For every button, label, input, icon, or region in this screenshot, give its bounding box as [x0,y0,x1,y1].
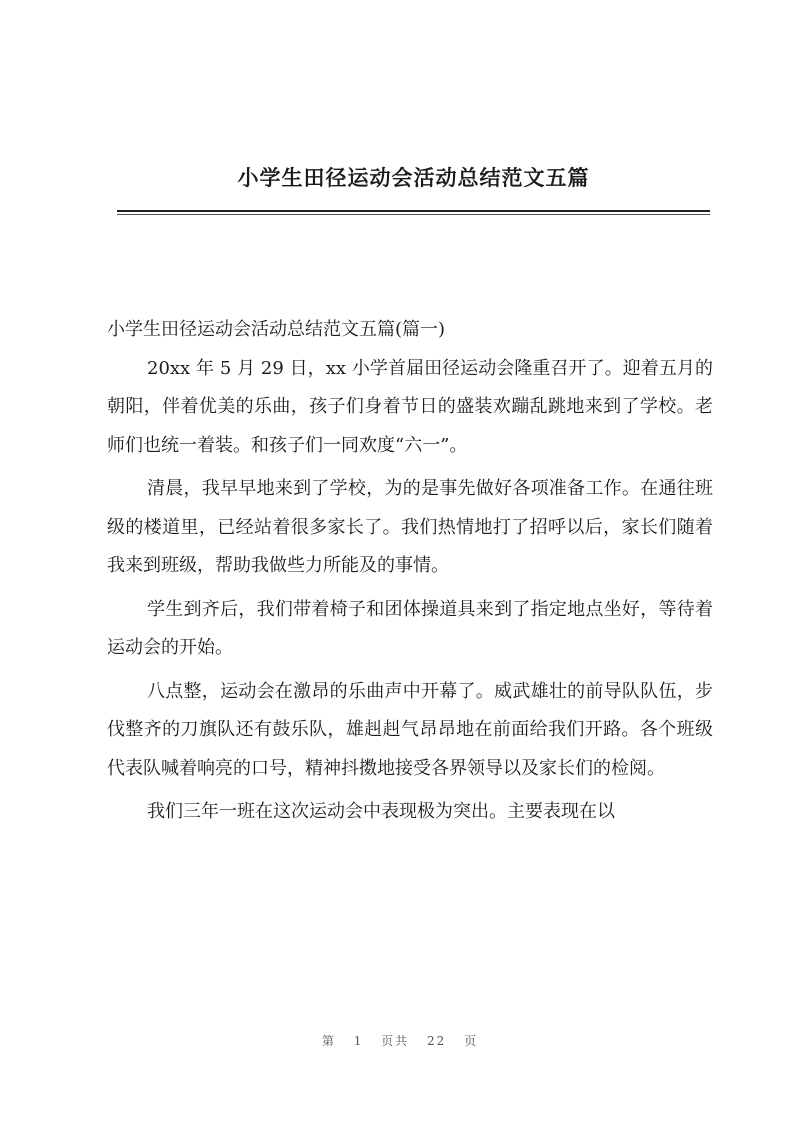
footer-mid: 页共 [381,1034,410,1048]
total-pages-number: 22 [427,1034,447,1048]
paragraph: 20xx 年 5 月 29 日，xx 小学首届田径运动会隆重召开了。迎着五月的朝阳，伴着优美的乐曲，孩子们身着节日的盛装欢蹦乱跳地来到了学校。老师们也统一着装。和孩子们一同欢度“六一”。 [107,357,713,456]
title-divider [117,210,710,212]
footer-prefix: 第 [321,1034,336,1048]
document-header [117,160,710,196]
current-page-number: 1 [353,1034,364,1048]
paragraph: 八点整，运动会在激昂的乐曲声中开幕了。威武雄壮的前导队队伍，步伐整齐的刀旗队还有鼓乐队，雄赳赳气昂昂地在前面给我们开路。各个班级代表队喊着响亮的口号，精神抖擞地接受各界领导以及家长们的检阅。 [107,680,713,779]
paragraph: 我们三年一班在这次运动会中表现极为突出。主要表现在以 [147,801,615,822]
title-divider-thin [117,214,710,215]
document-title: 小学生田径运动会活动总结范文五篇 [237,165,590,190]
footer-suffix: 页 [464,1034,479,1048]
section-heading: 小学生田径运动会活动总结范文五篇(篇一) [107,319,446,340]
page-footer [0,1032,800,1049]
paragraph: 学生到齐后，我们带着椅子和团体操道具来到了指定地点坐好，等待着运动会的开始。 [107,598,713,658]
paragraph: 清晨，我早早地来到了学校，为的是事先做好各项准备工作。在通往班级的楼道里，已经站着很多家长了。我们热情地打了招呼以后，家长们随着我来到班级，帮助我做些力所能及的事情。 [107,478,713,576]
document-body [107,311,713,837]
